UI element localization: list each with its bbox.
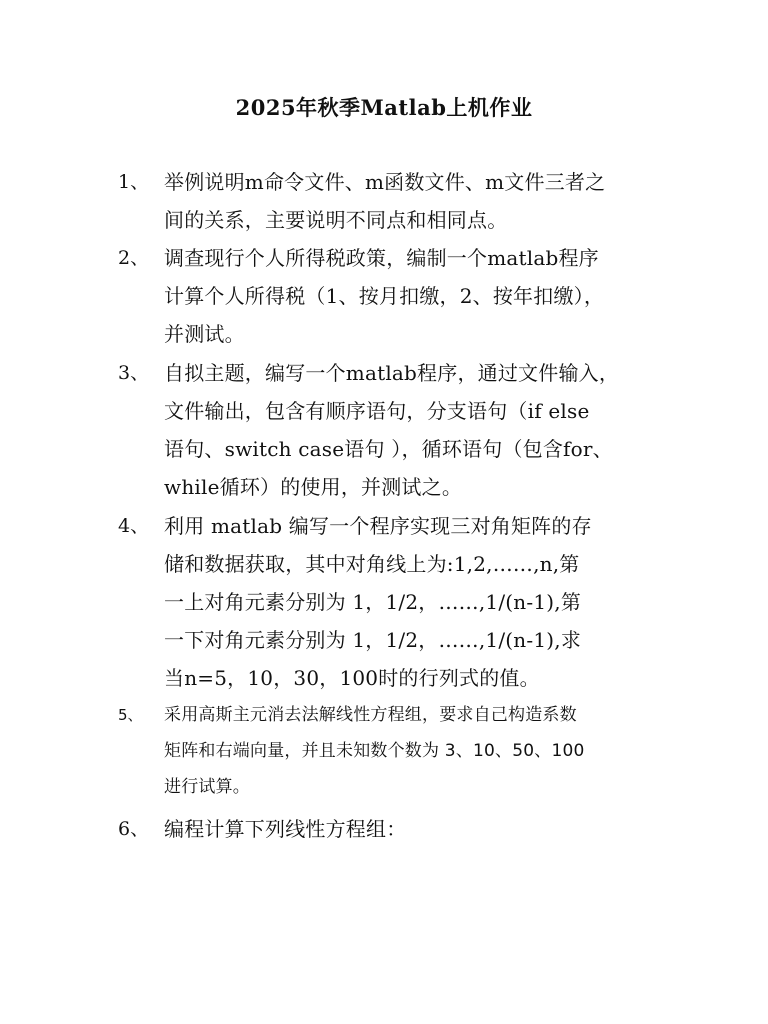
assignment-item-2 bbox=[118, 239, 663, 353]
item-number: 3、 bbox=[118, 362, 150, 384]
item-text: 利用 matlab 编写一个程序实现三对角矩阵的存 储和数据获取，其中对角线上为:1,2,……,n,第 一上对角元素分别为 1，1/2，……,1/(n-1),第 一下对角元素分别为 1，1/2，……,1/(n-1),求 当n=5，10，30，100时的行列式的值。 bbox=[164, 514, 592, 690]
item-number: 2、 bbox=[118, 247, 150, 269]
item-number: 4、 bbox=[118, 515, 150, 537]
assignment-item-3 bbox=[118, 354, 663, 506]
assignment-item-6 bbox=[118, 810, 663, 848]
assignment-item-4 bbox=[118, 507, 663, 697]
assignment-item-5 bbox=[118, 697, 663, 805]
document-title: 2025年秋季Matlab上机作业 bbox=[235, 95, 533, 120]
item-text: 编程计算下列线性方程组： bbox=[164, 817, 407, 841]
item-number: 5、 bbox=[118, 706, 143, 724]
item-text: 采用高斯主元消去法解线性方程组，要求自己构造系数 矩阵和右端向量，并且未知数个数为 3、10、50、100 进行试算。 bbox=[164, 705, 585, 797]
item-number: 1、 bbox=[118, 171, 150, 193]
item-number: 6、 bbox=[118, 818, 150, 840]
item-text: 举例说明m命令文件、m函数文件、m文件三者之 间的关系，主要说明不同点和相同点。 bbox=[164, 170, 606, 232]
item-text: 自拟主题，编写一个matlab程序，通过文件输入， 文件输出，包含有顺序语句，分支语句（if else 语句、switch case语句 ），循环语句（包含for、 while循环）的使用，并测试之。 bbox=[164, 361, 620, 499]
assignment-item-1 bbox=[118, 163, 663, 239]
item-text: 调查现行个人所得税政策，编制一个matlab程序 计算个人所得税（1、按月扣缴，2、按年扣缴）， 并测试。 bbox=[164, 246, 605, 346]
